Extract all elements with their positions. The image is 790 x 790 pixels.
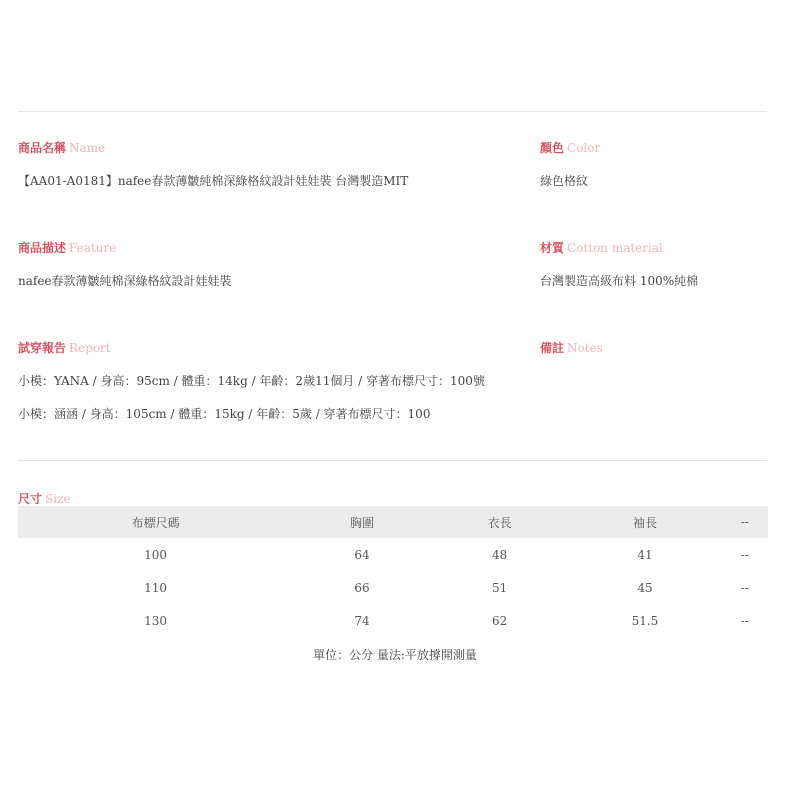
size-header-cell: 布標尺碼 — [18, 506, 293, 538]
size-cell: 74 — [354, 613, 370, 628]
report-line: 小模：涵涵 / 身高：105cm / 體重：15kg / 年齡：5歲 / 穿著布標尺寸：100 — [18, 407, 431, 421]
top-divider — [18, 111, 767, 112]
size-cell: -- — [740, 547, 749, 562]
size-header-cell: 袖長 — [568, 506, 721, 538]
size-cell: 62 — [491, 613, 508, 628]
table-row — [18, 538, 768, 571]
feature-heading-subtitle: Feature — [69, 241, 117, 255]
product-name: 【AA01-A0181】nafee春款薄皺純棉深綠格紋設計娃娃裝 台灣製造MIT — [18, 174, 409, 188]
size-cell: 45 — [637, 580, 653, 595]
notes-heading-title: 備註 — [540, 341, 565, 355]
name-heading-subtitle: Name — [69, 141, 106, 155]
material-heading — [540, 239, 663, 256]
size-cell: 51 — [491, 580, 508, 595]
size-table-header-row — [18, 506, 768, 538]
name-heading — [18, 139, 105, 156]
report-heading — [18, 339, 111, 356]
size-cell: 100 — [144, 547, 168, 562]
size-cell: -- — [740, 613, 749, 628]
size-header-cell: 衣長 — [431, 506, 569, 538]
product-material: 台灣製造高級布料 100%純棉 — [540, 274, 699, 288]
size-heading-subtitle: Size — [45, 492, 71, 506]
size-cell: 130 — [144, 613, 168, 628]
size-header-cell: -- — [722, 506, 768, 538]
size-cell: 48 — [491, 547, 508, 562]
table-row — [18, 571, 768, 604]
size-cell: 66 — [354, 580, 370, 595]
size-cell: 41 — [637, 547, 653, 562]
notes-heading — [540, 339, 603, 356]
report-line: 小模：YANA / 身高：95cm / 體重：14kg / 年齡：2歲11個月 / 穿著布標尺寸：100號 — [18, 374, 485, 388]
color-heading-title: 顏色 — [540, 141, 565, 155]
name-heading-title: 商品名稱 — [18, 141, 67, 155]
measurement-note: 單位：公分 量法:平放撐開測量 — [313, 648, 477, 662]
feature-heading-title: 商品描述 — [18, 241, 67, 255]
size-header-cell: 胸圍 — [293, 506, 431, 538]
color-heading-subtitle: Color — [567, 141, 601, 155]
report-heading-subtitle: Report — [69, 341, 111, 355]
size-table — [18, 506, 768, 637]
notes-heading-subtitle: Notes — [567, 341, 603, 355]
middle-divider — [18, 460, 767, 461]
size-cell: 64 — [354, 547, 370, 562]
feature-heading — [18, 239, 116, 256]
report-heading-title: 試穿報告 — [18, 341, 67, 355]
material-heading-subtitle: Cotton material — [567, 241, 663, 255]
product-color: 綠色格紋 — [540, 174, 589, 188]
material-heading-title: 材質 — [540, 241, 565, 255]
product-feature: nafee春款薄皺純棉深綠格紋設計娃娃裝 — [18, 274, 232, 288]
size-cell: 51.5 — [631, 613, 659, 628]
color-heading — [540, 139, 600, 156]
size-heading — [18, 490, 71, 507]
size-heading-title: 尺寸 — [18, 492, 43, 506]
size-cell: -- — [740, 580, 749, 595]
table-row — [18, 604, 768, 637]
size-cell: 110 — [144, 580, 168, 595]
